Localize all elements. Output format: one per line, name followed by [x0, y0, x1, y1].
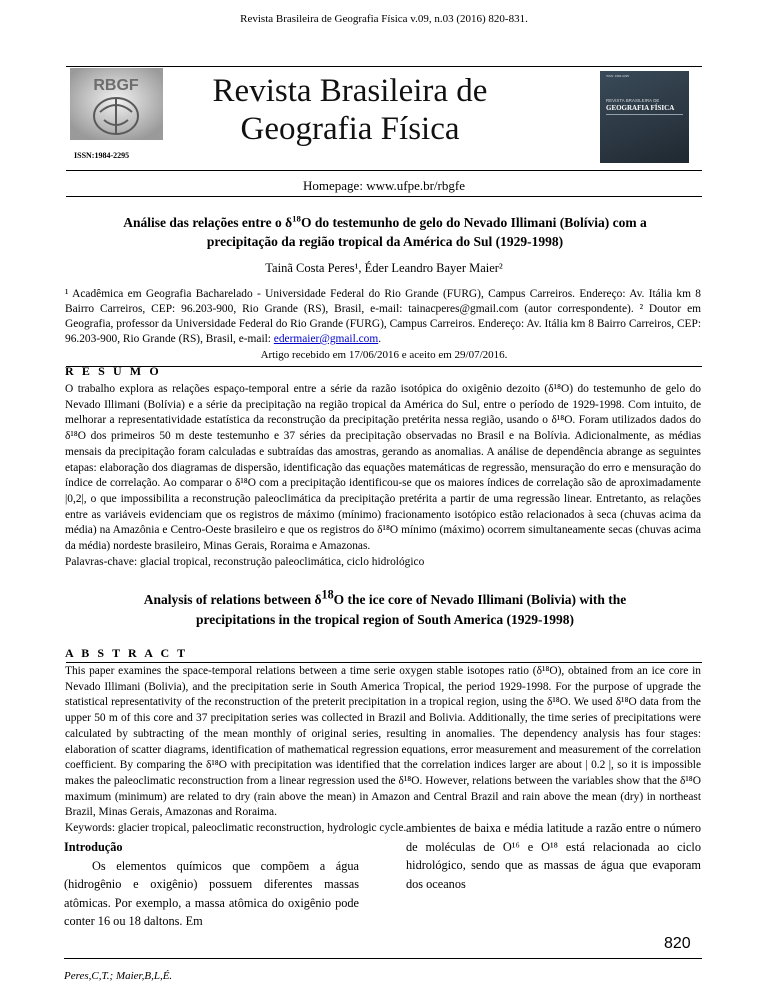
abstract-heading: A B S T R A C T — [65, 646, 188, 660]
affiliation-text: ¹ Acadêmica em Geografia Bacharelado - Universidade Federal do Rio Grande (FURG), Campus Carreiros. Endereço: Av. Itália km 8 Bairro Carreiros, CEP: 96.203-900, Rio Grande (RS), Brasil, e-mail: tainacperes@gmail.com (autor correspondente). ² Doutor em Geografia, professor da Universidade Federal do Rio Grande (FURG), Campus Carreiros. Endereço: Av. Itália km 8 Bairro Carreiros, CEP: 96.203-900, Rio Grande (RS), Brasil, e-mail: — [65, 288, 701, 345]
cover-divider — [606, 114, 683, 115]
resumo-body — [65, 382, 701, 570]
resumo-keywords: Palavras-chave: glacial tropical, reconstrução paleoclimática, ciclo hidrológico — [65, 555, 425, 568]
header-rule-bottom — [66, 196, 702, 197]
english-title-b: O the ice core of Nevado Illimani (Bolivia) with the — [333, 592, 627, 607]
intro-left-text: Os elementos químicos que compõem a água (hidrogênio e oxigênio) possuem diferentes massas atômicas. Por exemplo, a massa atômica do oxigênio pode conter 16 ou 18 daltons. Em — [64, 858, 359, 929]
article-title-line2: precipitação da região tropical da América do Sul (1929-1998) — [206, 234, 564, 249]
article-title — [60, 213, 710, 251]
intro-right-text: ambientes de baixa e média latitude a razão entre o número de moléculas de O¹⁶ e O¹⁸ está relacionada ao ciclo hidrológico, sendo que as massas de água que evaporam dos oceanos — [406, 821, 701, 891]
footer-rule — [64, 958, 702, 959]
footer-authors: Peres,C,T.; Maier,B,L,É. — [64, 970, 173, 982]
affiliation — [65, 287, 701, 347]
authors: Tainã Costa Peres¹, Éder Leandro Bayer Maier² — [265, 261, 503, 275]
english-title-a: Analysis of relations between δ — [143, 592, 322, 607]
homepage: Homepage: www.ufpe.br/rbgfe — [303, 178, 465, 193]
abstract-keywords: Keywords: glacier tropical, paleoclimatic reconstruction, hydrologic cycle. — [65, 822, 407, 835]
intro-heading: Introdução — [64, 840, 123, 854]
affiliation-end: . — [378, 333, 382, 345]
resumo-heading: R E S U M O — [65, 364, 162, 378]
resumo-text: O trabalho explora as relações espaço-temporal entre a série da razão isotópica do oxigênio dezoito (δ¹⁸O) do testemunho de gelo do Nevado Illimani (Bolívia) e a série da precipitação na região tropical da América do Sul, entre o período de 1929-1998. Com intuito, de melhorar a representatividade estatística da reconstrução da precipitação pretérita nessa região, usando o δ¹⁸O. Foram utilizados dados do δ¹⁸O dos primeiros 50 m deste testemunho e 37 séries da precipitação observadas no Brasil e na Bolívia. Adicionalmente, as médias mensais da precipitação foram calculadas e subtraídas das amostras, gerando as anomalias. A análise de dependência abrange as seguintes etapas: elaboração dos diagramas de dispersão, identificação das equações matemáticas de regressão, mensuração do erro e mensuração do índice de correlação. Ao comparar o δ¹⁸O com a precipitação identificou-se que os maiores índices de correlação são de aproximadamente |0,2|, o que impossibilita a reconstrução paleoclimática da precipitação pretérita a partir de uma regressão linear. Entretanto, as relações entre as variáveis evidenciam que os registros de máximo (mínimo) fracionamento isotópico estão relacionados à seca (chuvas acima da média) na Amazônia e Centro-Oeste brasileiro e que os registros do δ¹⁸O mínimo (máximo) ocorrem simultaneamente secas (chuvas acima da média) nordeste brasileiro, Minas Gerais, Roraima e Amazonas. — [65, 383, 701, 553]
article-title-b: O do testemunho de gelo do Nevado Illimani (Bolívia) com a — [300, 215, 647, 230]
logo-text: RBGF — [93, 77, 139, 94]
cover-issn: ISSN: 1984-2295 — [606, 74, 630, 78]
abstract-rule — [66, 662, 702, 663]
page-number: 820 — [664, 935, 691, 952]
journal-logo — [70, 68, 163, 140]
header-rule-top — [66, 66, 702, 67]
header-rule-mid — [66, 170, 702, 171]
received-date: Artigo recebido em 17/06/2016 e aceito em 29/07/2016. — [260, 349, 508, 361]
email-link[interactable]: edermaier@gmail.com — [273, 333, 379, 345]
intro-right-column — [406, 819, 701, 893]
issn: ISSN:1984-2295 — [74, 151, 130, 160]
intro-left-column — [64, 838, 359, 931]
abstract-text: This paper examines the space-temporal relations between a time serie oxygen stable isotopes ratio (δ¹⁸O), obtained from an ice core in Nevado Illimani (Bolivia), and the precipitation serie in South America Tropical, the period 1929-1998. For the purpose of upgrade the statistical representativity of the reconstruction of the preterit precipitation in a tropical region, using the δ¹⁸O. We used δ¹⁸O data from the upper 50 m of this core and 37 precipitation series was collected in Brazil and Bolivia. Additionally, the time series of precipitations were calculated by subtracting of the mean monthly of original series, resulting in anomalies. The dependency analysis has four stages: elaboration of scatter diagrams, identification of mathematical regression equations, error measurement and measurement of the correlation coefficient. By comparing the δ¹⁸O with precipitation was identified that the correlation indices larger are about | 0.2 |, so it is impossible makes the paleoclimatic reconstruction from a linear regression used the δ¹⁸O. However, relations between the variables show that the δ¹⁸O maximum (minimum) are related to dry (rain above the mean) in Amazon and Central Brazil and rain above the mean (dry) in northeast Brazil, Minas Gerais, Amazonas and Roraima. — [65, 665, 701, 819]
article-title-a: Análise das relações entre o δ — [123, 215, 293, 230]
english-title — [95, 587, 675, 630]
journal-title — [180, 72, 520, 148]
english-title-line2: precipitations in the tropical region of South America (1929-1998) — [196, 612, 574, 627]
running-header: Revista Brasileira de Geografia Física v.09, n.03 (2016) 820-831. — [240, 13, 528, 25]
article-title-sup: 18 — [292, 213, 301, 224]
english-title-sup: 18 — [321, 587, 334, 602]
journal-title-line1: Revista Brasileira de — [212, 73, 488, 109]
cover-subtitle: GEOGRAFIA FÍSICA — [606, 104, 675, 112]
cover-name: REVISTA BRASILEIRA DE — [606, 98, 660, 103]
journal-cover-image — [600, 71, 689, 163]
abstract-body — [65, 664, 701, 837]
journal-title-line2: Geografia Física — [240, 111, 460, 147]
resumo-rule — [66, 366, 702, 367]
